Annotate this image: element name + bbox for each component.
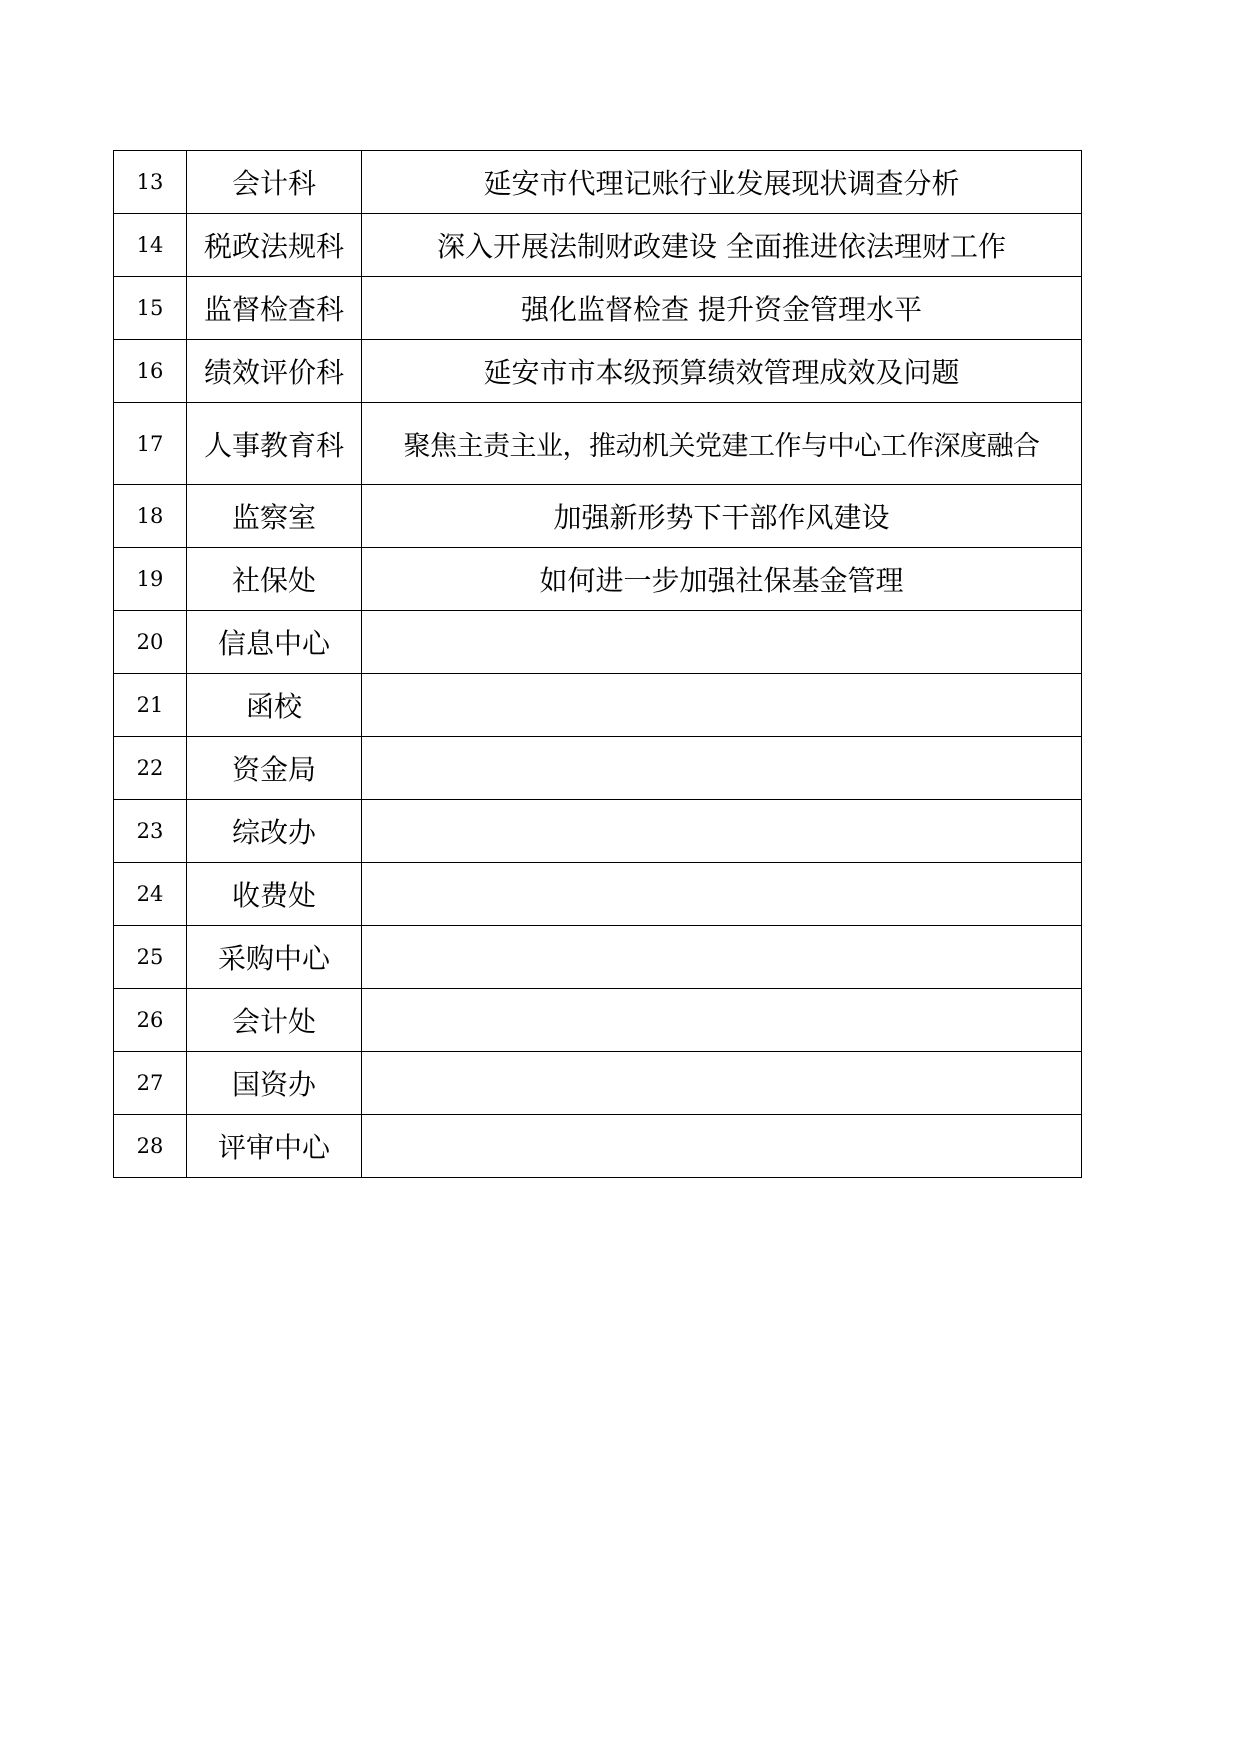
research-topic: [362, 989, 1082, 1052]
research-topic: [362, 611, 1082, 674]
row-number: 24: [114, 863, 187, 926]
table-row: [114, 340, 1082, 403]
department-name: 人事教育科: [187, 403, 362, 485]
research-topic: [362, 863, 1082, 926]
department-name: 评审中心: [187, 1115, 362, 1178]
department-name: 监督检查科: [187, 277, 362, 340]
research-topic: [362, 737, 1082, 800]
row-number: 28: [114, 1115, 187, 1178]
research-topic: [362, 674, 1082, 737]
row-number: 16: [114, 340, 187, 403]
table-row: [114, 611, 1082, 674]
research-topic: [362, 1115, 1082, 1178]
department-name: 函校: [187, 674, 362, 737]
research-topic: 延安市代理记账行业发展现状调查分析: [362, 151, 1082, 214]
research-topic: 加强新形势下干部作风建设: [362, 485, 1082, 548]
department-name: 采购中心: [187, 926, 362, 989]
row-number: 13: [114, 151, 187, 214]
table-row: [114, 863, 1082, 926]
research-topic: 延安市市本级预算绩效管理成效及问题: [362, 340, 1082, 403]
table-row: [114, 800, 1082, 863]
table-row: [114, 548, 1082, 611]
row-number: 14: [114, 214, 187, 277]
row-number: 15: [114, 277, 187, 340]
table-row: [114, 403, 1082, 485]
department-name: 社保处: [187, 548, 362, 611]
row-number: 23: [114, 800, 187, 863]
row-number: 18: [114, 485, 187, 548]
row-number: 20: [114, 611, 187, 674]
department-name: 综改办: [187, 800, 362, 863]
table-row: [114, 1115, 1082, 1178]
row-number: 17: [114, 403, 187, 485]
table-row: [114, 277, 1082, 340]
row-number: 27: [114, 1052, 187, 1115]
research-topic: [362, 1052, 1082, 1115]
table-row: [114, 1052, 1082, 1115]
row-number: 25: [114, 926, 187, 989]
research-topic: [362, 926, 1082, 989]
department-name: 监察室: [187, 485, 362, 548]
department-name: 税政法规科: [187, 214, 362, 277]
table-row: [114, 989, 1082, 1052]
department-name: 绩效评价科: [187, 340, 362, 403]
table-row: [114, 151, 1082, 214]
department-name: 国资办: [187, 1052, 362, 1115]
research-topic: 深入开展法制财政建设 全面推进依法理财工作: [362, 214, 1082, 277]
table-row: [114, 926, 1082, 989]
row-number: 22: [114, 737, 187, 800]
department-name: 会计处: [187, 989, 362, 1052]
department-name: 信息中心: [187, 611, 362, 674]
row-number: 26: [114, 989, 187, 1052]
table-row: [114, 674, 1082, 737]
table-row: [114, 485, 1082, 548]
department-name: 收费处: [187, 863, 362, 926]
row-number: 19: [114, 548, 187, 611]
table-row: [114, 214, 1082, 277]
research-topic: 如何进一步加强社保基金管理: [362, 548, 1082, 611]
row-number: 21: [114, 674, 187, 737]
department-name: 资金局: [187, 737, 362, 800]
department-name: 会计科: [187, 151, 362, 214]
research-topic: 强化监督检查 提升资金管理水平: [362, 277, 1082, 340]
research-topic: [362, 800, 1082, 863]
table-row: [114, 737, 1082, 800]
research-topic-table: [113, 150, 1082, 1178]
research-topic: 聚焦主责主业，推动机关党建工作与中心工作深度融合: [362, 403, 1082, 485]
